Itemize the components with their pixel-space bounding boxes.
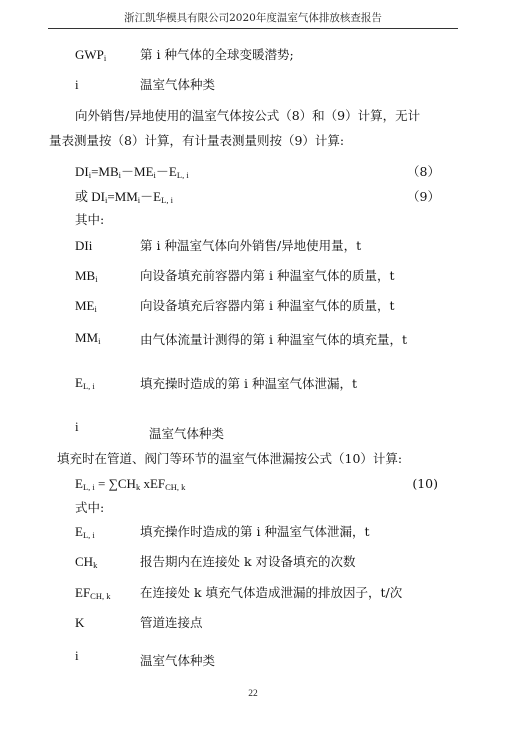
symbol-chk: $CH_k$ xyxy=(75,554,98,570)
header-rule xyxy=(48,28,458,29)
symbol-eli: $E_{L, i}$ xyxy=(75,375,95,391)
symbol-eli: $E_{L, i}$ xyxy=(75,524,95,540)
definition-dii: 第 i 种温室气体向外销售/异地使用量，t xyxy=(140,238,362,253)
symbol-i: i xyxy=(75,77,79,92)
where-label: 其中: xyxy=(75,212,105,227)
paragraph-line: 向外销售/异地使用的温室气体按公式（8）和（9）计算，无计 xyxy=(75,108,421,123)
definition-mei: 向设备填充后容器内第 i 种温室气体的质量，t xyxy=(140,298,395,313)
symbol-mmi: $MM_i$ xyxy=(75,330,101,346)
definition-i: 温室气体种类 xyxy=(140,77,216,92)
page-number: 22 xyxy=(248,689,258,699)
equation-number: (10) xyxy=(412,476,438,491)
definition-eli: 填充操时造成的第 i 种温室气体泄漏，t xyxy=(140,376,357,391)
symbol-i: i xyxy=(75,419,79,434)
definition-i: 温室气体种类 xyxy=(140,653,216,668)
symbol-k: K xyxy=(75,615,85,630)
symbol-dii: DIi xyxy=(75,238,93,253)
symbol-mei: $ME_i$ xyxy=(75,298,97,314)
equation-10: $E_{L, i} = \sum CH_k$ xEF$_{CH, k}$ xyxy=(75,476,186,492)
definition-mbi: 向设备填充前容器内第 i 种温室气体的质量，t xyxy=(140,268,395,283)
symbol-efchk: $EF_{CH, k}$ xyxy=(75,585,111,601)
definition-gwp: 第 i 种气体的全球变暖潜势; xyxy=(140,47,294,62)
definition-mmi: 由气体流量计测得的第 i 种温室气体的填充量，t xyxy=(140,332,407,347)
symbol-mbi: $MB_i$ xyxy=(75,268,98,284)
page-header: 浙江凯华模具有限公司2020年度温室气体排放核查报告 xyxy=(124,12,382,24)
symbol-i: i xyxy=(75,648,79,663)
equation-8: $DI_i=MB_i-ME_i-E_{L, i}$ xyxy=(75,164,189,180)
equation-number: （8） xyxy=(407,164,440,179)
equation-9: 或 $DI_i=MM_i-E_{L, i}$ xyxy=(75,189,173,205)
definition-k: 管道连接点 xyxy=(140,615,203,630)
paragraph-line: 量表测量按（8）计算，有计量表测量则按（9）计算: xyxy=(49,133,345,148)
paragraph-line: 填充时在管道、阀门等环节的温室气体泄漏按公式（10）计算: xyxy=(57,451,403,466)
symbol-gwp: $GWP_i$ xyxy=(75,47,107,63)
definition-chk: 报告期内在连接处 k 对设备填充的次数 xyxy=(140,554,356,569)
definition-eli: 填充操作时造成的第 i 种温室气体泄漏，t xyxy=(140,524,370,539)
definition-efchk: 在连接处 k 填充气体造成泄漏的排放因子，t/次 xyxy=(140,585,403,600)
where-label: 式中: xyxy=(75,500,105,515)
equation-number: （9） xyxy=(407,189,440,204)
definition-i: 温室气体种类 xyxy=(149,426,225,441)
